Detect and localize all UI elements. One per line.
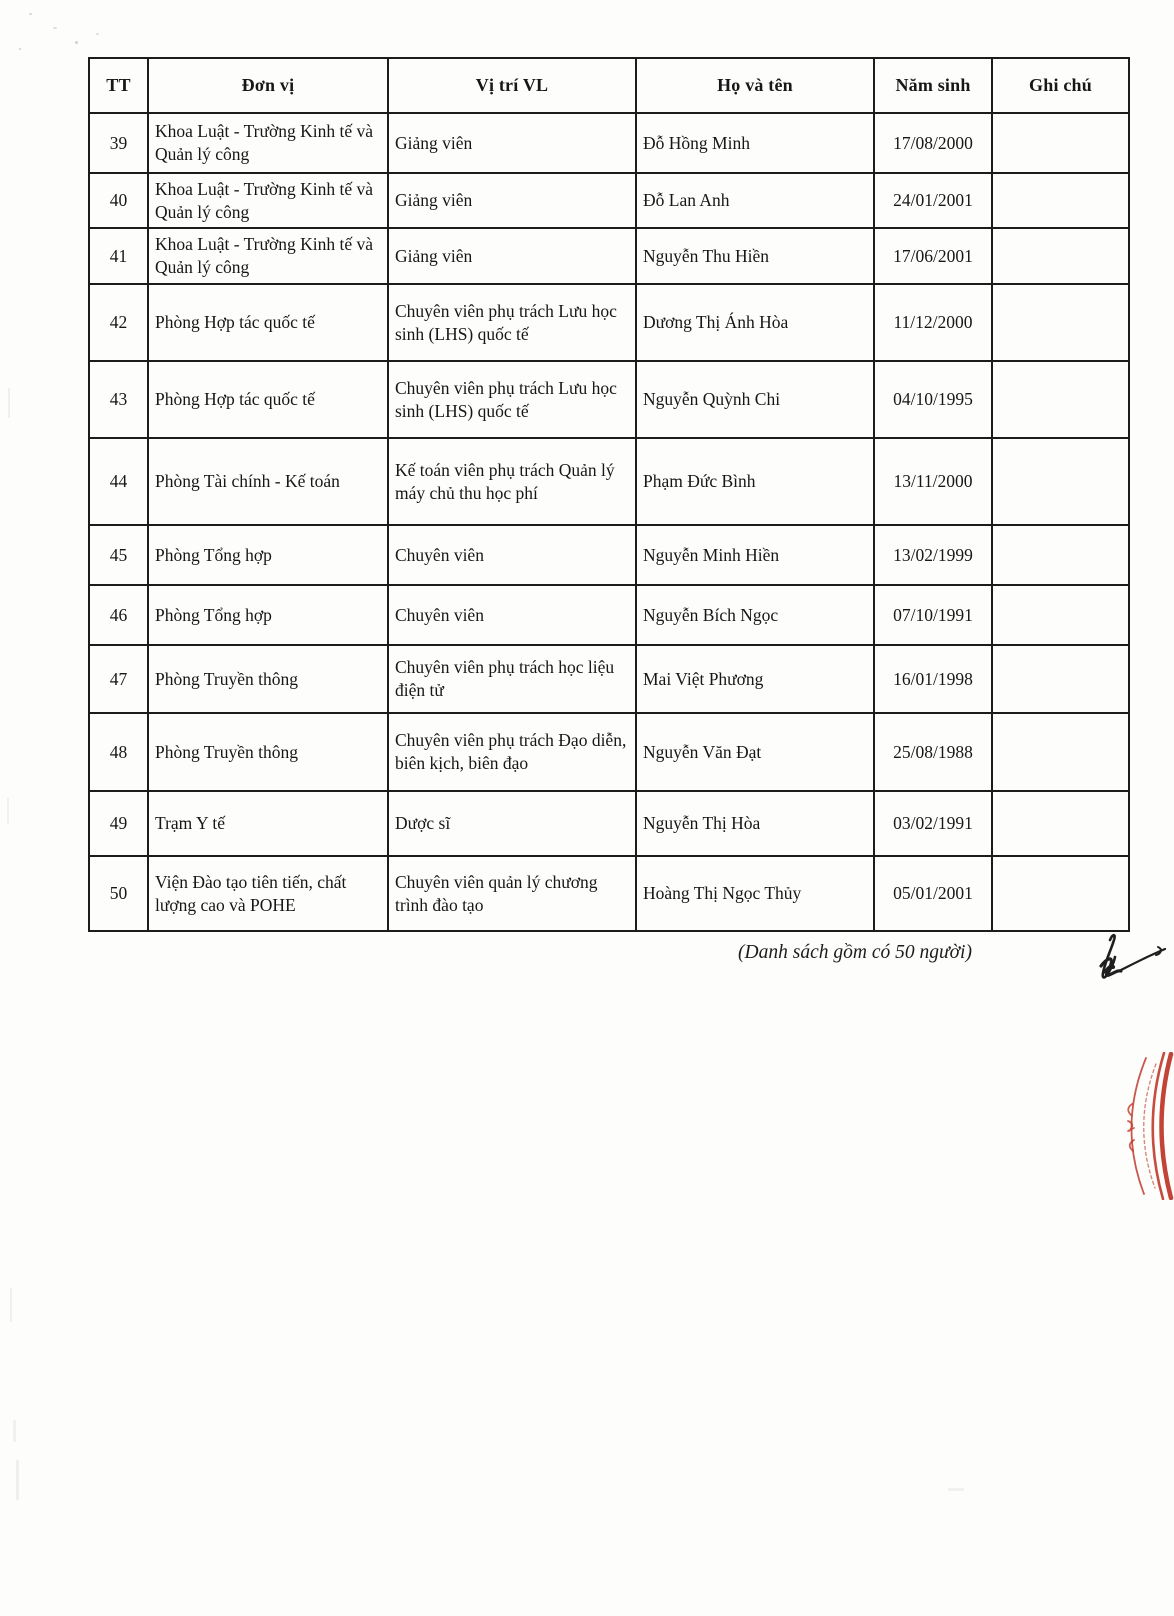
cell-tt: 45 [89,525,148,585]
cell-tt: 48 [89,713,148,791]
cell-ho-ten: Nguyễn Văn Đạt [636,713,874,791]
cell-nam-sinh: 16/01/1998 [874,645,992,713]
cell-ho-ten: Đỗ Hồng Minh [636,113,874,173]
cell-nam-sinh: 07/10/1991 [874,585,992,645]
cell-ghi-chu [992,525,1129,585]
cell-don-vi: Viện Đào tạo tiên tiến, chất lượng cao và POHE [148,856,388,931]
cell-nam-sinh: 03/02/1991 [874,791,992,856]
scan-noise-streak [7,798,9,824]
cell-tt: 50 [89,856,148,931]
cell-don-vi: Khoa Luật - Trường Kinh tế và Quản lý công [148,113,388,173]
cell-don-vi: Phòng Tổng hợp [148,525,388,585]
cell-nam-sinh: 13/02/1999 [874,525,992,585]
cell-vi-tri: Giảng viên [388,173,636,228]
cell-don-vi: Khoa Luật - Trường Kinh tế và Quản lý công [148,173,388,228]
cell-nam-sinh: 24/01/2001 [874,173,992,228]
scan-noise-speck [96,33,99,35]
cell-ho-ten: Nguyễn Bích Ngọc [636,585,874,645]
cell-vi-tri: Dược sĩ [388,791,636,856]
cell-ho-ten: Nguyễn Thu Hiền [636,228,874,284]
list-count-note: (Danh sách gồm có 50 người) [738,942,972,963]
column-header-nam-sinh: Năm sinh [874,58,992,113]
table-row [89,228,1129,284]
cell-don-vi: Phòng Hợp tác quốc tế [148,361,388,438]
cell-vi-tri: Chuyên viên [388,585,636,645]
column-header-ho-ten: Họ và tên [636,58,874,113]
cell-vi-tri: Chuyên viên [388,525,636,585]
cell-tt: 47 [89,645,148,713]
table-row [89,113,1129,173]
cell-tt: 43 [89,361,148,438]
scan-noise-speck [53,27,57,29]
table-row [89,791,1129,856]
cell-vi-tri: Giảng viên [388,113,636,173]
cell-tt: 40 [89,173,148,228]
cell-ho-ten: Đỗ Lan Anh [636,173,874,228]
cell-ghi-chu [992,284,1129,361]
column-header-ghi-chu: Ghi chú [992,58,1129,113]
scan-noise-speck [75,41,78,44]
table-row [89,645,1129,713]
cell-vi-tri: Chuyên viên phụ trách Lưu học sinh (LHS) quốc tế [388,361,636,438]
cell-nam-sinh: 13/11/2000 [874,438,992,525]
cell-nam-sinh: 17/08/2000 [874,113,992,173]
cell-nam-sinh: 17/06/2001 [874,228,992,284]
cell-ghi-chu [992,361,1129,438]
cell-vi-tri: Chuyên viên phụ trách học liệu điện tử [388,645,636,713]
scan-noise-streak [16,1460,19,1500]
cell-ghi-chu [992,173,1129,228]
column-header-tt: TT [89,58,148,113]
scan-noise-speck [19,48,21,50]
column-header-don-vi: Đơn vị [148,58,388,113]
scan-noise-streak [8,388,10,418]
table-row [89,284,1129,361]
table-row [89,856,1129,931]
cell-ho-ten: Dương Thị Ánh Hòa [636,284,874,361]
scan-noise-streak [10,1288,12,1322]
cell-tt: 49 [89,791,148,856]
scan-noise-speck [29,13,32,15]
cell-don-vi: Trạm Y tế [148,791,388,856]
cell-ghi-chu [992,713,1129,791]
table-row [89,525,1129,585]
cell-don-vi: Phòng Truyền thông [148,645,388,713]
table-header-row [89,58,1129,113]
cell-ghi-chu [992,645,1129,713]
cell-don-vi: Phòng Tổng hợp [148,585,388,645]
table-row [89,173,1129,228]
cell-ho-ten: Mai Việt Phương [636,645,874,713]
cell-tt: 46 [89,585,148,645]
cell-ho-ten: Hoàng Thị Ngọc Thủy [636,856,874,931]
cell-tt: 42 [89,284,148,361]
cell-vi-tri: Giảng viên [388,228,636,284]
column-header-vi-tri: Vị trí VL [388,58,636,113]
cell-ho-ten: Nguyễn Thị Hòa [636,791,874,856]
cell-vi-tri: Chuyên viên phụ trách Đạo diễn, biên kịch, biên đạo [388,713,636,791]
scan-noise-streak [13,1420,16,1442]
cell-tt: 41 [89,228,148,284]
cell-ghi-chu [992,791,1129,856]
signature-initials [1086,926,1170,990]
cell-ho-ten: Phạm Đức Bình [636,438,874,525]
staff-roster-table-container [88,57,1128,932]
red-stamp-partial-icon [1110,1052,1174,1200]
cell-ghi-chu [992,438,1129,525]
cell-ho-ten: Nguyễn Minh Hiền [636,525,874,585]
table-row [89,361,1129,438]
table-row [89,713,1129,791]
table-row [89,438,1129,525]
cell-ghi-chu [992,113,1129,173]
cell-don-vi: Phòng Tài chính - Kế toán [148,438,388,525]
cell-vi-tri: Chuyên viên quản lý chương trình đào tạo [388,856,636,931]
table-row [89,585,1129,645]
scan-noise-smudge [948,1488,964,1491]
cell-nam-sinh: 25/08/1988 [874,713,992,791]
staff-roster-table [88,57,1130,932]
cell-tt: 39 [89,113,148,173]
cell-tt: 44 [89,438,148,525]
cell-vi-tri: Kế toán viên phụ trách Quản lý máy chủ thu học phí [388,438,636,525]
cell-don-vi: Khoa Luật - Trường Kinh tế và Quản lý công [148,228,388,284]
cell-nam-sinh: 04/10/1995 [874,361,992,438]
cell-ghi-chu [992,585,1129,645]
cell-ho-ten: Nguyễn Quỳnh Chi [636,361,874,438]
cell-don-vi: Phòng Hợp tác quốc tế [148,284,388,361]
cell-nam-sinh: 05/01/2001 [874,856,992,931]
cell-ghi-chu [992,856,1129,931]
cell-nam-sinh: 11/12/2000 [874,284,992,361]
cell-ghi-chu [992,228,1129,284]
cell-don-vi: Phòng Truyền thông [148,713,388,791]
cell-vi-tri: Chuyên viên phụ trách Lưu học sinh (LHS) quốc tế [388,284,636,361]
